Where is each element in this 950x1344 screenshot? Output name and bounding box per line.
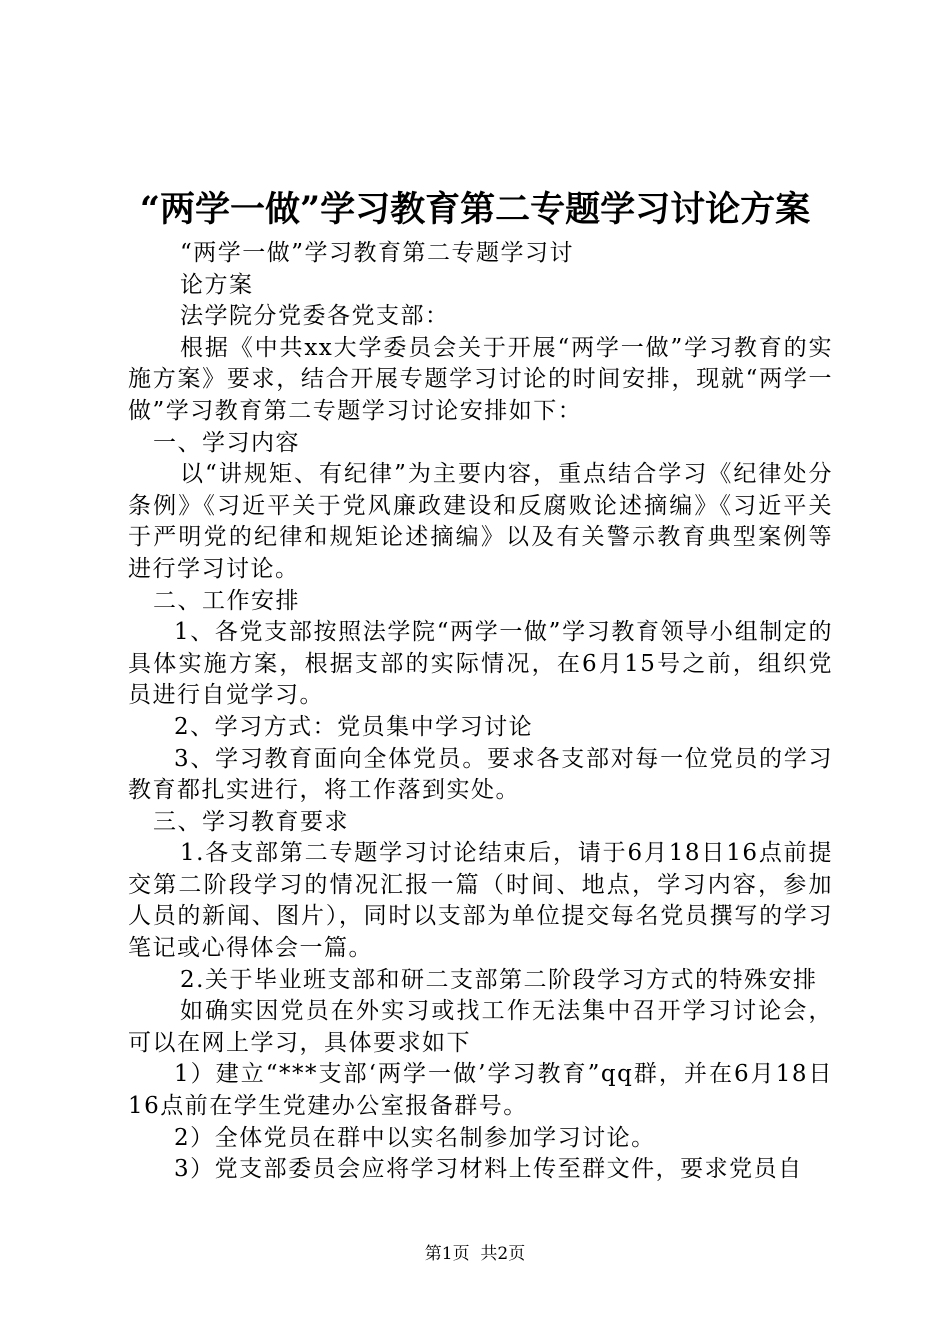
paragraph-online-step-3: 3）党支部委员会应将学习材料上传至群文件，要求党员自 (174, 1156, 803, 1183)
paragraph-intro: 根据《中共xx大学委员会关于开展“两学一做”学习教育的实施方案》要求，结合开展专题学习讨论的时间安排，现就“两学一做”学习教育第二专题学习讨论安排如下： (128, 334, 833, 424)
heading-section-1: 一、学习内容 (153, 429, 300, 456)
paragraph-online-step-1: 1）建立“***支部‘两学一做’学习教育”qq群，并在6月18日16点前在学生党建办公室报备群号。 (128, 1061, 833, 1120)
paragraph-salutation: 法学院分党委各党支部： (180, 303, 450, 330)
paragraph-requirement-2: 2.关于毕业班支部和研二支部第二阶段学习方式的特殊安排 (180, 966, 818, 993)
paragraph-study-content: 以“讲规矩、有纪律”为主要内容，重点结合学习《纪律处分条例》《习近平关于党风廉政建设和反腐败论述摘编》《习近平关于严明党的纪律和规矩论述摘编》以及有关警示教育典型案例等进行学习讨论。 (128, 461, 833, 582)
page-footer: 第1页 共2页 (424, 1244, 526, 1264)
paragraph-requirement-1: 1.各支部第二专题学习讨论结束后，请于6月18日16点前提交第二阶段学习的情况汇报一篇（时间、地点，学习内容，参加人员的新闻、图片），同时以支部为单位提交每名党员撰写的学习笔记或心得体会一篇。 (128, 840, 833, 962)
heading-section-2: 二、工作安排 (153, 587, 300, 614)
paragraph-subtitle-line-2: 论方案 (180, 271, 254, 298)
heading-section-3: 三、学习教育要求 (153, 808, 349, 835)
paragraph-work-item-3: 3、学习教育面向全体党员。要求各支部对每一位党员的学习教育都扎实进行，将工作落到实处。 (128, 745, 833, 804)
paragraph-online-study: 如确实因党员在外实习或找工作无法集中召开学习讨论会，可以在网上学习，具体要求如下 (128, 998, 833, 1056)
paragraph-subtitle-line-1: “两学一做”学习教育第二专题学习讨 (180, 240, 575, 266)
paragraph-work-item-2: 2、学习方式：党员集中学习讨论 (174, 713, 534, 740)
paragraph-online-step-2: 2）全体党员在群中以实名制参加学习讨论。 (174, 1124, 656, 1151)
document-body (128, 238, 833, 1186)
document-title: “两学一做”学习教育第二专题学习讨论方案 (139, 189, 811, 230)
paragraph-work-item-1: 1、各党支部按照法学院“两学一做”学习教育领导小组制定的具体实施方案，根据支部的实际情况，在6月15号之前，组织党员进行自觉学习。 (128, 619, 833, 709)
